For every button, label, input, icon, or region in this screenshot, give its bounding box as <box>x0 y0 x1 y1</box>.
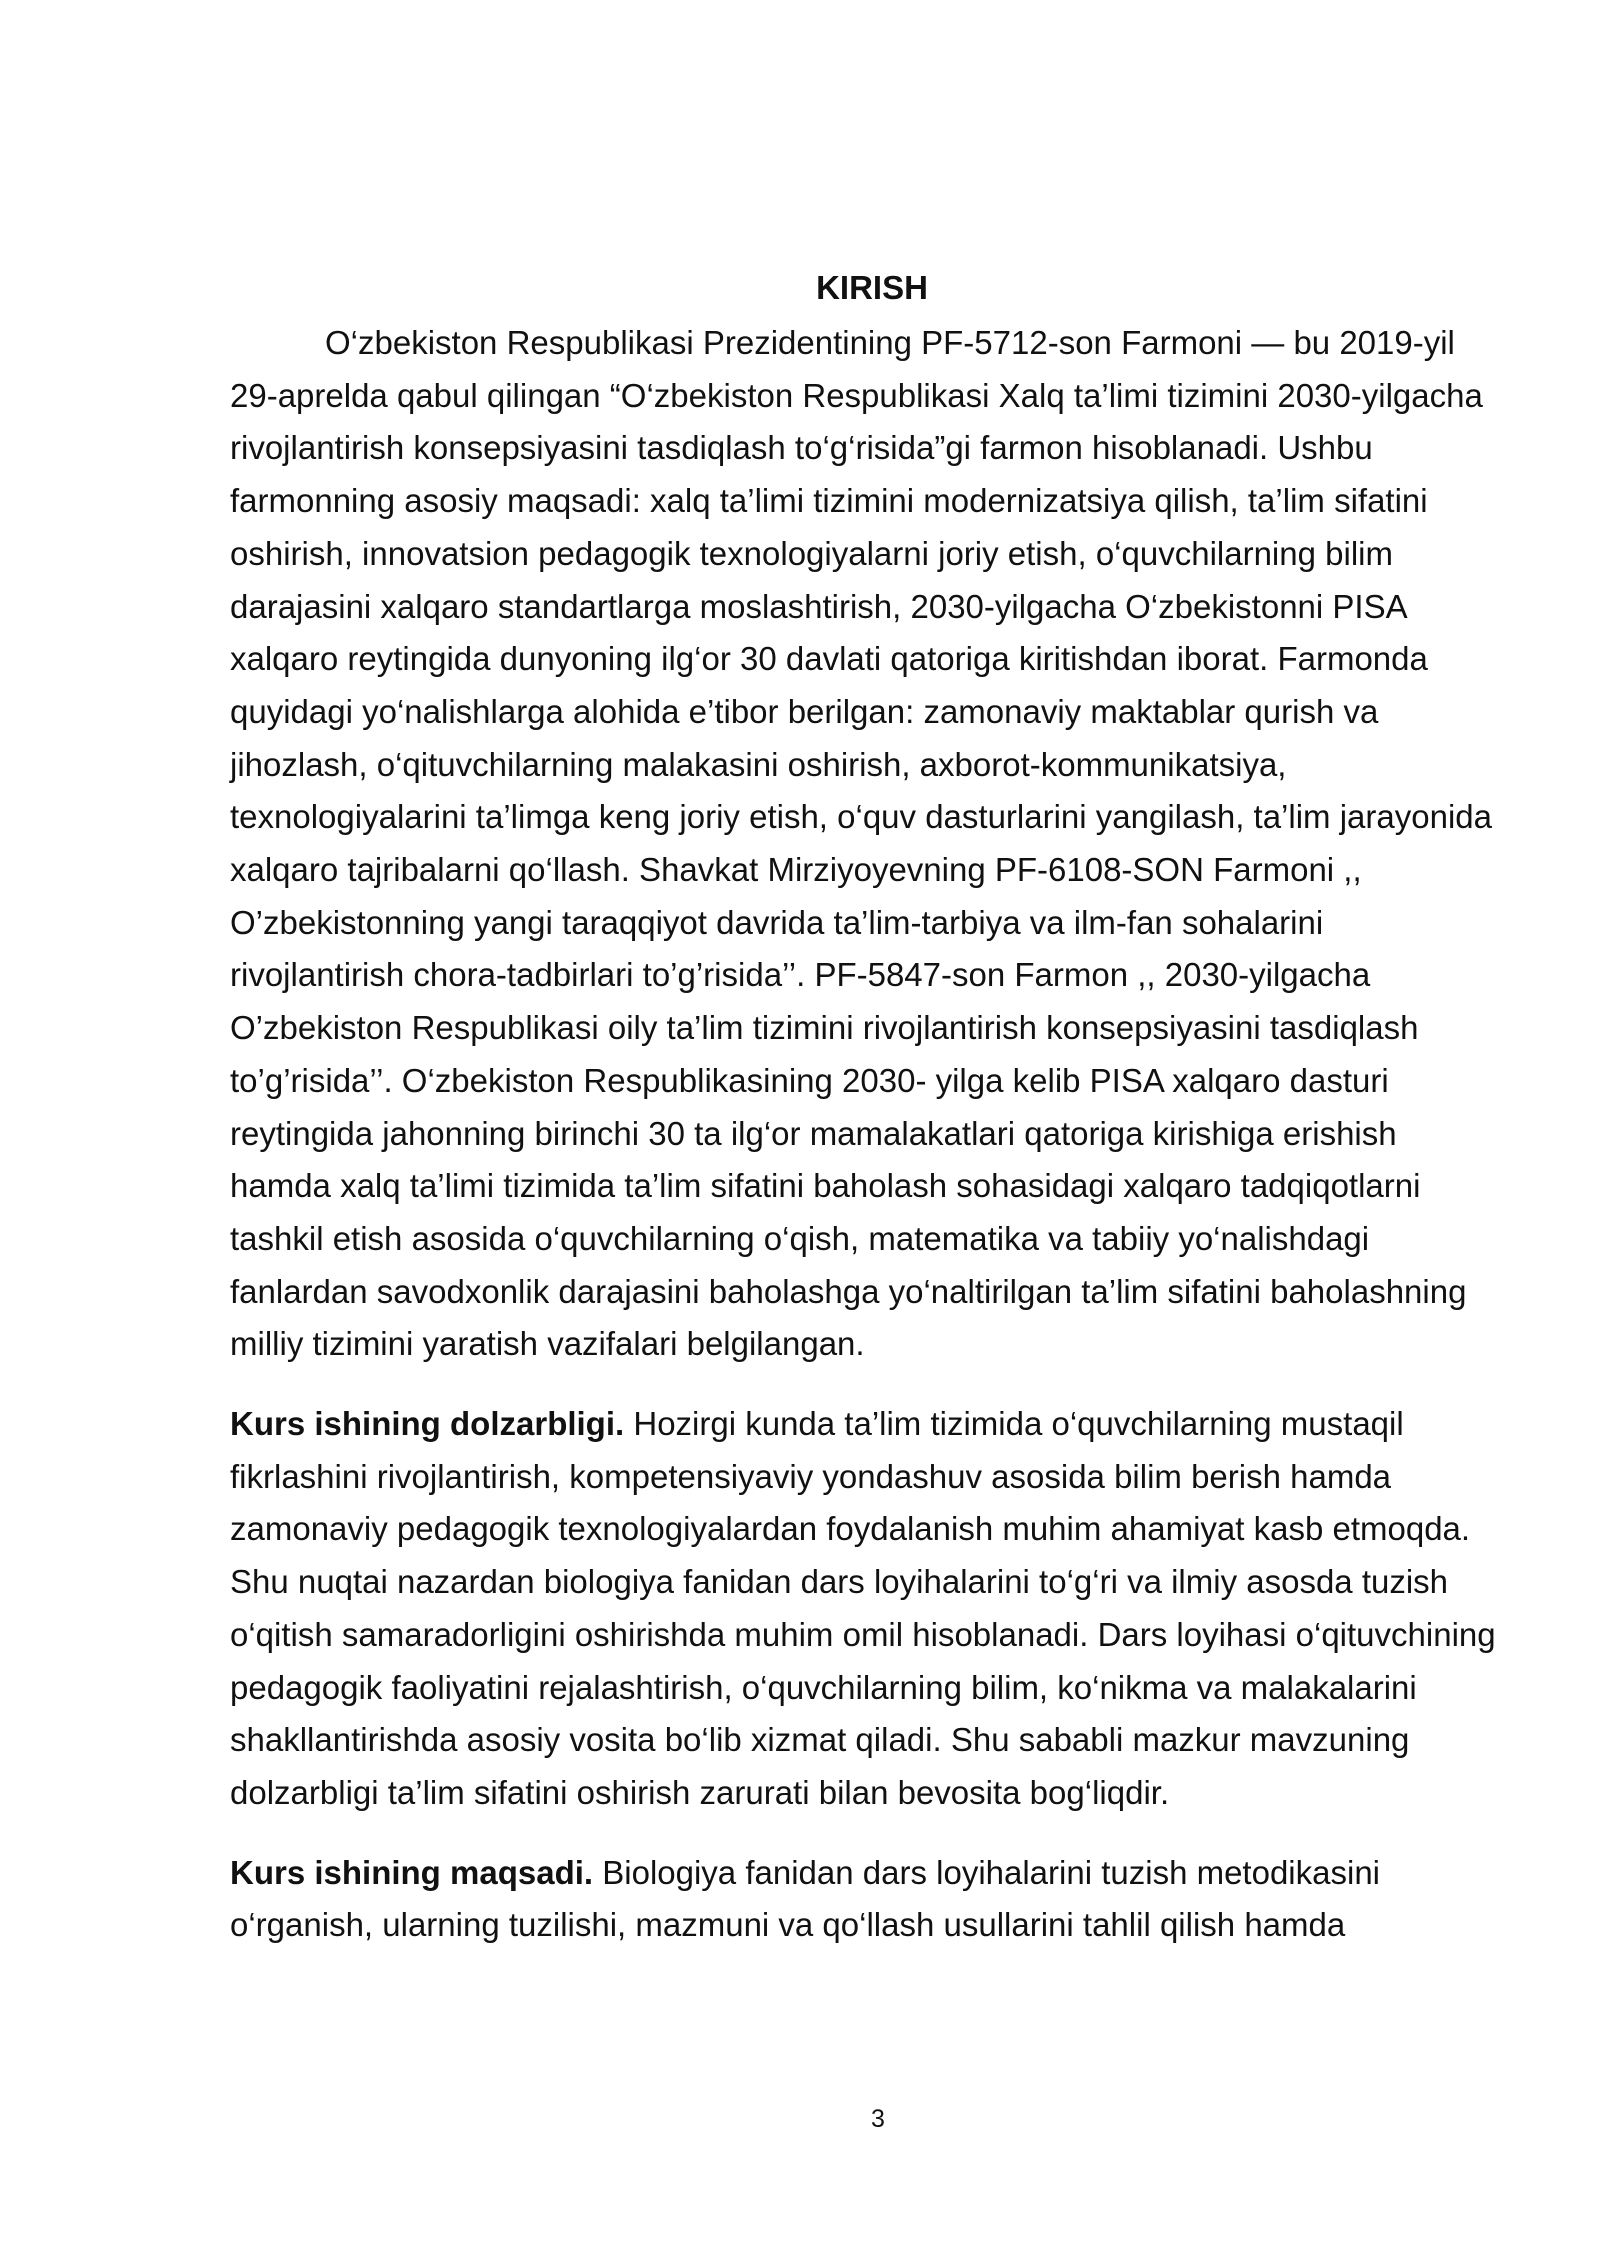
relevance-heading: Kurs ishining dolzarbligi. <box>230 1405 625 1443</box>
relevance-paragraph-text: Hozirgi kunda ta’lim tizimida o‘quvchilarning mustaqil fikrlashini rivojlantirish, kompetensiyaviy yondashuv asosida bilim berish hamda zamonaviy pedagogik texnologiyalardan foydalanish muhim ahamiyat kasb etmoqda. Shu nuqtai nazardan biologiya fanidan dars loyihalarini to‘g‘ri va ilmiy asosda tuzish o‘qitish samaradorligini oshirishda muhim omil hisoblanadi. Dars loyihasi o‘qituvchining pedagogik faoliyatini rejalashtirish, o‘quvchilarning bilim, ko‘nikma va malakalarini shakllantirishda asosiy vosita bo‘lib xizmat qiladi. Shu sababli mazkur mavzuning dolzarbligi ta’lim sifatini oshirish zarurati bilan bevosita bog‘liqdir. <box>230 1405 1496 1811</box>
goal-heading: Kurs ishining maqsadi. <box>230 1853 594 1891</box>
goal-paragraph <box>230 1847 1502 1952</box>
intro-paragraph <box>230 317 1502 1371</box>
goal-paragraph-text: Biologiya fanidan dars loyihalarini tuzish metodikasini o‘rganish, ularning tuzilishi, mazmuni va qo‘llash usullarini tahlil qilish hamda <box>230 1853 1381 1944</box>
page-title: KIRISH <box>816 269 928 306</box>
relevance-paragraph <box>230 1398 1502 1820</box>
page-number: 3 <box>871 2105 885 2133</box>
document-body <box>230 262 1502 1952</box>
intro-paragraph-text: O‘zbekiston Respublikasi Prezidentining PF-5712-son Farmoni — bu 2019-yil 29-aprelda qabul qilingan “O‘zbekiston Respublikasi Xalq ta’limi tizimini 2030-yilgacha rivojlantirish konsepsiyasini tasdiqlash to‘g‘risida”gi farmon hisoblanadi. Ushbu farmonning asosiy maqsadi: xalq ta’limi tizimini modernizatsiya qilish, ta’lim sifatini oshirish, innovatsion pedagogik texnologiyalarni joriy etish, o‘quvchilarning bilim darajasini xalqaro standartlarga moslashtirish, 2030-yilgacha O‘zbekistonni PISA xalqaro reytingida dunyoning ilg‘or 30 davlati qatoriga kiritishdan iborat. Farmonda quyidagi yo‘nalishlarga alohida e’tibor berilgan: zamonaviy maktablar qurish va jihozlash, o‘qituvchilarning malakasini oshirish, axborot-kommunikatsiya, texnologiyalarini ta’limga keng joriy etish, o‘quv dasturlarini yangilash, ta’lim jarayonida xalqaro tajribalarni qo‘llash. Shavkat Mirziyoyevning PF-6108-SON Farmoni ,, O’zbekistonning yangi taraqqiyot davrida ta’lim-tarbiya va ilm-fan sohalarini rivojlantirish chora-tadbirlari to’g’risida’’. PF-5847-son Farmon ,, 2030-yilgacha O’zbekiston Respublikasi oily ta’lim tizimini rivojlantirish konsepsiyasini tasdiqlash to’g’risida’’. O‘zbekiston Respublikasining 2030- yilga kelib PISA xalqaro dasturi reytingida jahonning birinchi 30 ta ilg‘or mamalakatlari qatoriga kirishiga erishish hamda xalq ta’limi tizimida ta’lim sifatini baholash sohasidagi xalqaro tadqiqotlarni tashkil etish asosida o‘quvchilarning o‘qish, matematika va tabiiy yo‘nalishdagi fanlardan savodxonlik darajasini baholashga yo‘naltirilgan ta’lim sifatini baholashning milliy tizimini yaratish vazifalari belgilangan. <box>230 324 1492 1363</box>
